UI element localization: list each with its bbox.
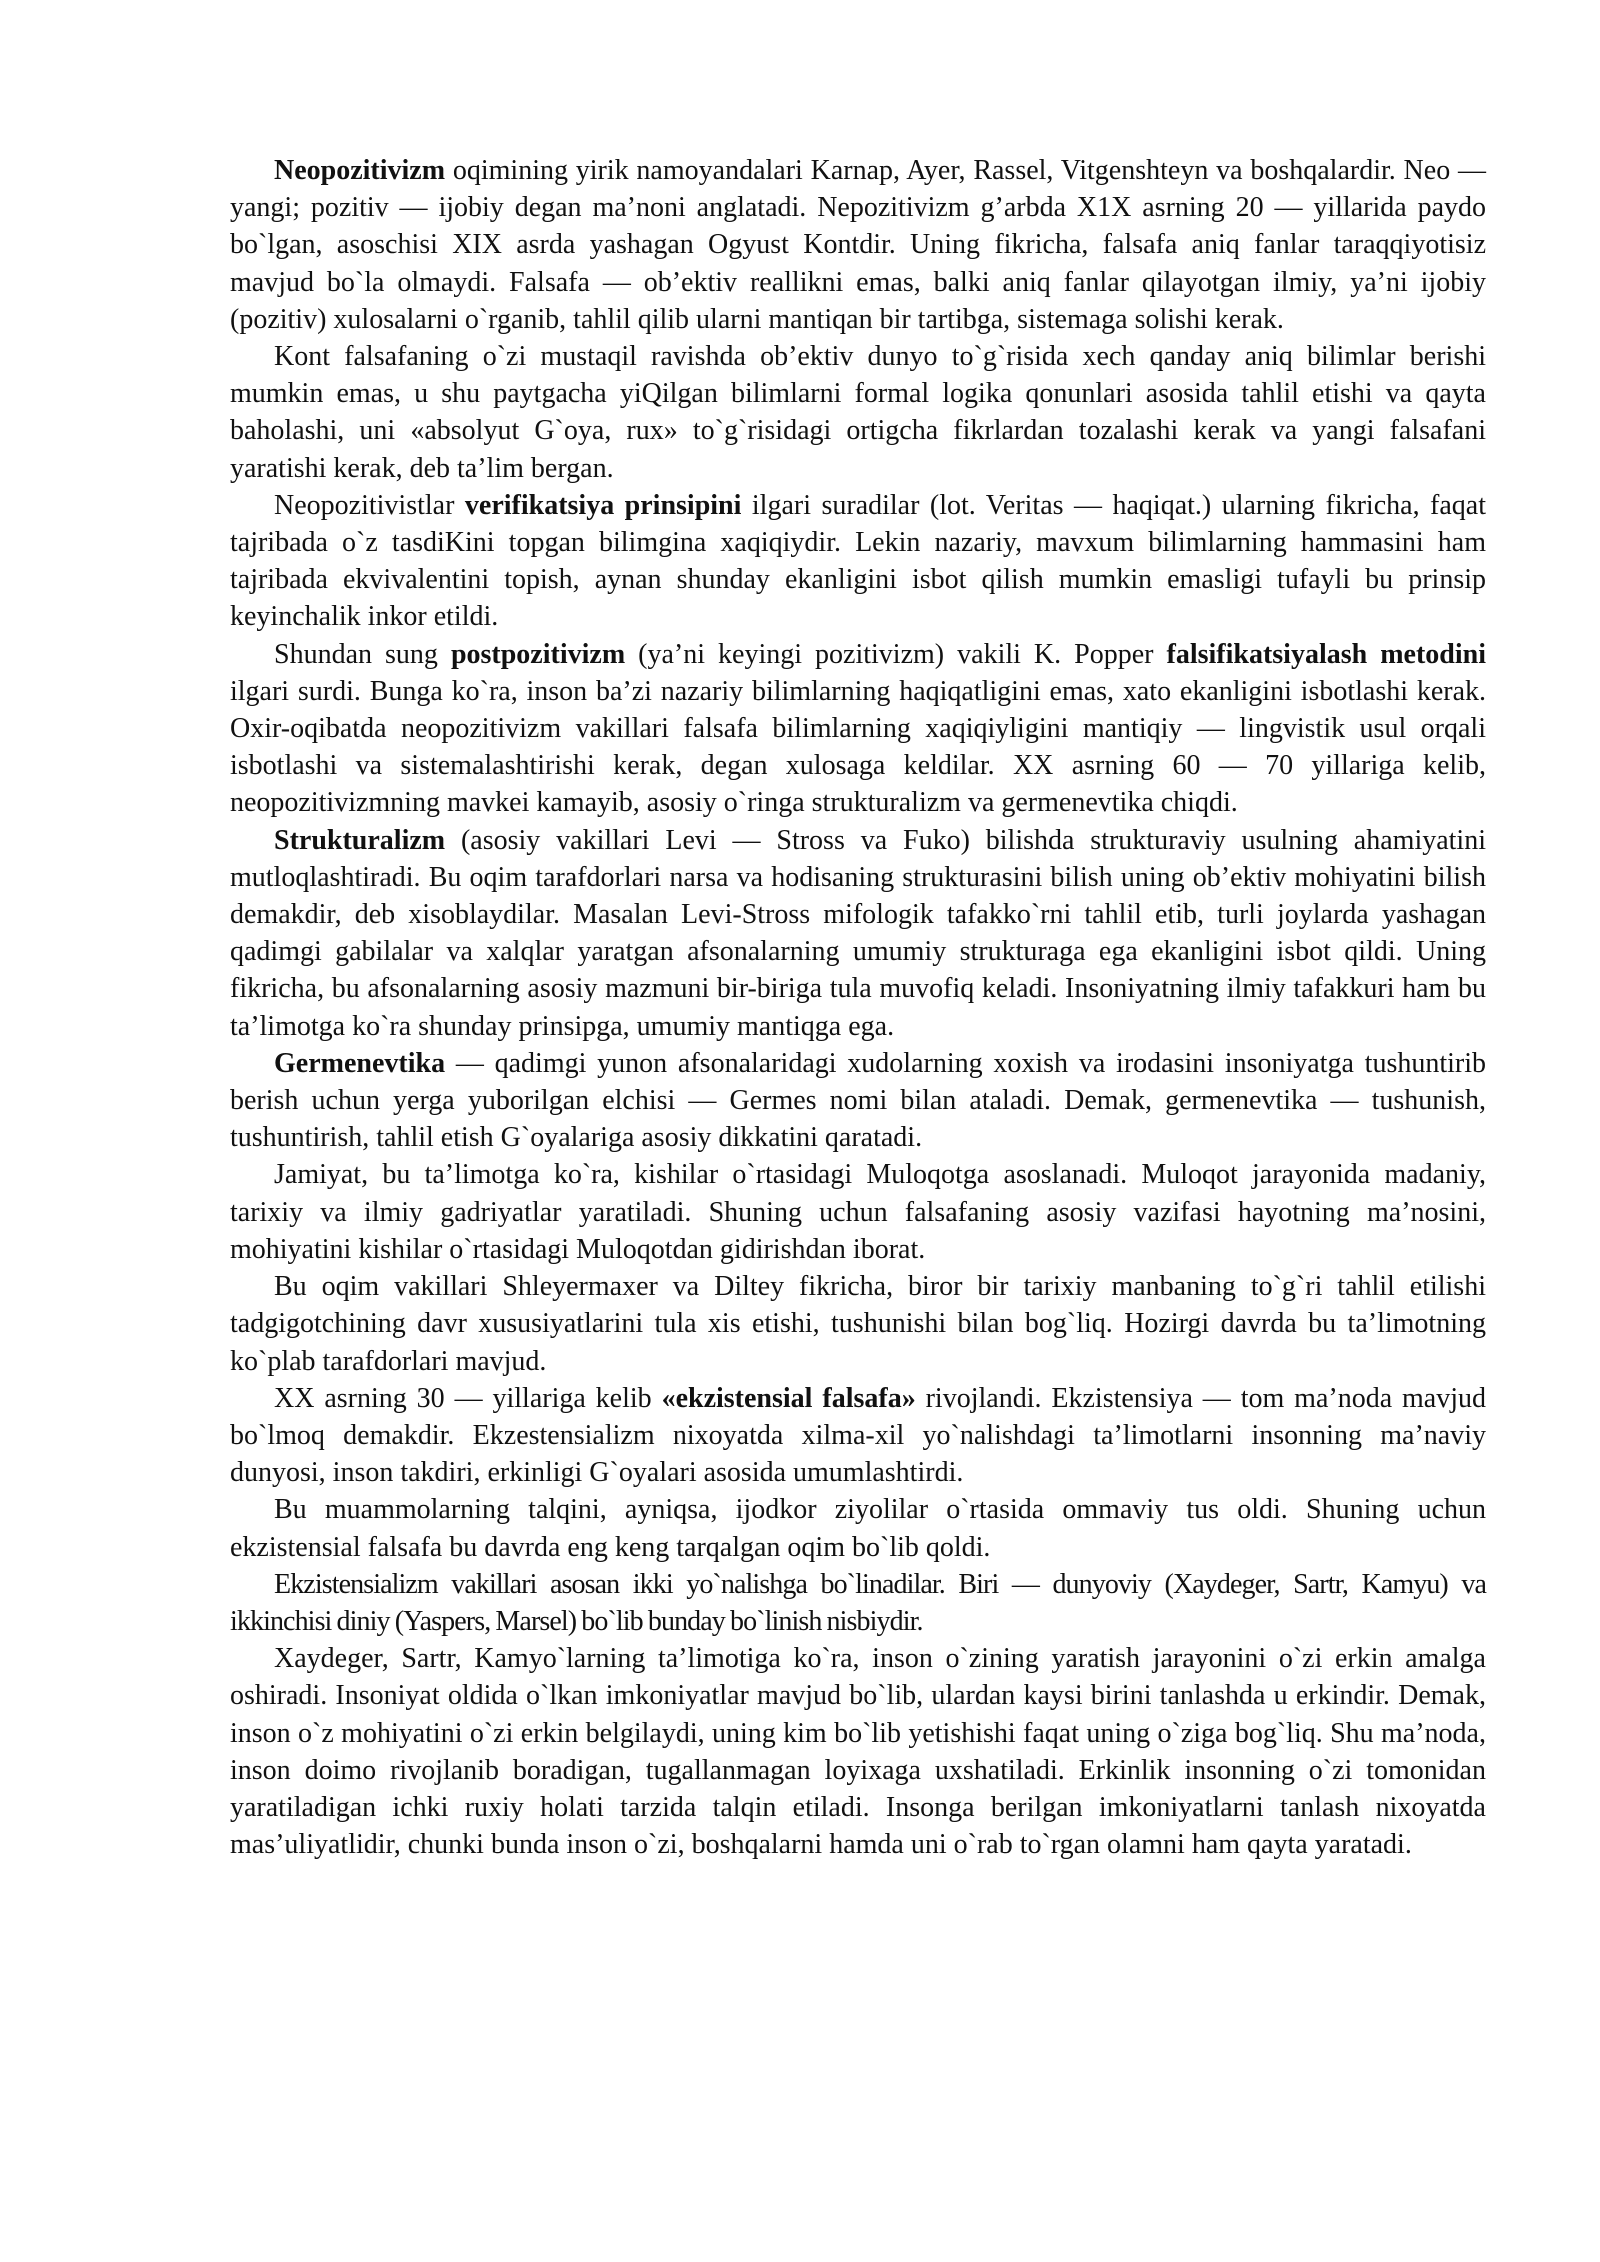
term-ekzistensial-falsafa: «ekzistensial falsafa» — [661, 1382, 916, 1414]
paragraph-muammolar — [230, 1491, 1486, 1565]
paragraph-text: (ya’ni keyingi pozitivizm) vakili K. Popper — [625, 638, 1167, 670]
paragraph-strukturalizm — [230, 822, 1486, 1045]
paragraph-kont — [230, 338, 1486, 487]
paragraph-text: rivojlandi. Ekzistensiya — tom ma’noda mavjud bo`lmoq demakdir. Ekzestensializm nixoyatda xilma-xil yo`nalishdagi ta’limotlarni insonning ma’naviy dunyosi, inson takdiri, erkinligi G`oyalari asosida umumlashtirdi. — [230, 1382, 1487, 1489]
paragraph-text: ilgari suradilar (lot. Veritas — haqiqat.) ularning fikricha, faqat tajribada o`z tasdiKini topgan bilimgina xaqiqiydir. Lekin nazariy, mavxum bilimlarning hammasini ham tajribada ekvivalentini topish, aynan shunday ekanligini isbot qilish mumkin emasligi tufayli bu prinsip keyinchalik inkor etildi. — [230, 489, 1487, 633]
paragraph-verifikatsiya — [230, 487, 1486, 636]
paragraph-text: Ekzistensializm vakillari asosan ikki yo`nalishga bo`linadilar. Biri — dunyoviy (Xaydeger, Sartr, Kamyu) va ikkinchisi diniy (Yaspers, Marsel) bo`lib bunday bo`linish nisbiydir. — [230, 1568, 1486, 1637]
term-neopozitivizm: Neopozitivizm — [274, 155, 446, 186]
paragraph-germenevtika — [230, 1045, 1486, 1157]
paragraph-text: Shundan sung — [274, 638, 451, 670]
term-verifikatsiya-prinsipi: verifikatsiya prinsipini — [464, 489, 742, 521]
paragraph-text: ilgari surdi. Bunga ko`ra, inson ba’zi nazariy bilimlarning haqiqatligini emas, xato ekanligini isbotlashi kerak. Oxir-oqibatda neopozitivizm vakillari falsafa bilimlarning xaqiqiyligini mantiqiy — lingvistik usul orqali isbotlashi va sistemalashtirishi kerak, degan xulosaga keldilar. XX asrning 60 — 70 yillariga kelib, neopozitivizmning mavkei kamayib, asosiy o`ringa strukturalizm va germenevtika chiqdi. — [230, 675, 1486, 819]
term-strukturalizm: Strukturalizm — [274, 824, 446, 856]
term-postpozitivizm: postpozitivizm — [450, 638, 626, 670]
paragraph-shleyermaxer — [230, 1268, 1486, 1380]
paragraph-text: oqimining yirik namoyandalari Karnap, Ayer, Rassel, Vitgenshteyn va boshqalardir. Neo — yangi; pozitiv — ijobiy degan ma’noni anglatadi. Nepozitivizm g’arbda X1X asrning 20 — yillarida paydo bo`lgan, asoschisi XIX asrda yashagan Ogyust Kontdir. Uning fikricha, falsafa aniq fanlar taraqqiyotisiz mavjud bo`la olmaydi. Falsafa — ob’ektiv reallikni emas, balki aniq fanlar qilayotgan ilmiy, ya’ni ijobiy (pozitiv) xulosalarni o`rganib, tahlil qilib ularni mantiqan bir tartibga, sistemaga solishi kerak. — [230, 155, 1486, 335]
paragraph-postpozitivizm — [230, 636, 1486, 822]
term-falsifikatsiyalash-metodi: falsifikatsiyalash metodini — [1166, 638, 1486, 670]
document-page — [230, 152, 1486, 1863]
paragraph-xaydeger — [230, 1640, 1486, 1863]
paragraph-text: Jamiyat, bu ta’limotga ko`ra, kishilar o`rtasidagi Muloqotga asoslanadi. Muloqot jarayonida madaniy, tarixiy va ilmiy gadriyatlar yaratiladi. Shuning uchun falsafaning asosiy vazifasi hayotning ma’nosini, mohiyatini kishilar o`rtasidagi Muloqotdan gidirishdan iborat. — [230, 1159, 1486, 1265]
paragraph-text: Bu muammolarning talqini, ayniqsa, ijodkor ziyolilar o`rtasida ommaviy tus oldi. Shuning uchun ekzistensial falsafa bu davrda eng keng tarqalgan oqim bo`lib qoldi. — [230, 1494, 1486, 1563]
paragraph-text: Kont falsafaning o`zi mustaqil ravishda ob’ektiv dunyo to`g`risida xech qanday aniq bilimlar berishi mumkin emas, u shu paytgacha yiQilgan bilimlarni formal logika qonunlari asosida tahlil etishi va qayta baholashi, uni «absolyut G`oya, rux» to`g`risidagi ortigcha fikrlardan tozalashi kerak va yangi falsafani yaratishi kerak, deb ta’lim bergan. — [230, 341, 1486, 484]
paragraph-text: Bu oqim vakillari Shleyermaxer va Diltey fikricha, biror bir tarixiy manbaning to`g`ri tahlil etilishi tadgigotchining davr xususiyatlarini tula xis etishi, tushunishi bilan bog`liq. Hozirgi davrda bu ta’limotning ko`plab tarafdorlari mavjud. — [230, 1271, 1486, 1377]
paragraph-text: (asosiy vakillari Levi — Stross va Fuko) bilishda strukturaviy usulning ahamiyatini mutloqlashtiradi. Bu oqim tarafdorlari narsa va hodisaning strukturasini bilish uning ob’ektiv mohiyatini bilish demakdir, deb xisoblaydilar. Masalan Levi-Stross mifologik tafakko`rni tahlil etib, turli joylarda yashagan qadimgi gabilalar va xalqlar yaratgan afsonalarning umumiy strukturaga ega ekanligini isbot qildi. Uning fikricha, bu afsonalarning asosiy mazmuni bir-biriga tula muvofiq keladi. Insoniyatning ilmiy tafakkuri ham bu ta’limotga ko`ra shunday prinsipga, umumiy mantiqga ega. — [230, 824, 1486, 1042]
paragraph-vakillar — [230, 1566, 1486, 1640]
paragraph-ekzistensial — [230, 1380, 1486, 1492]
paragraph-text: — qadimgi yunon afsonalaridagi xudolarning xoxish va irodasini insoniyatga tushuntirib berish uchun yerga yuborilgan elchisi — Germes nomi bilan ataladi. Demak, germenevtika — tushunish, tushuntirish, tahlil etish G`oyalariga asosiy dikkatini qaratadi. — [230, 1047, 1486, 1154]
paragraph-neopozitivizm — [230, 152, 1486, 338]
paragraph-text: XX asrning 30 — yillariga kelib — [274, 1382, 662, 1414]
term-germenevtika: Germenevtika — [274, 1047, 446, 1079]
paragraph-text: Xaydeger, Sartr, Kamyo`larning ta’limotiga ko`ra, inson o`zining yaratish jarayonini o`zi erkin amalga oshiradi. Insoniyat oldida o`lkan imkoniyatlar mavjud bo`lib, ulardan kaysi birini tanlashda u erkindir. Demak, inson o`z mohiyatini o`zi erkin belgilaydi, uning kim bo`lib yetishishi faqat uning o`ziga bog`liq. Shu ma’noda, inson doimo rivojlanib boradigan, tugallanmagan loyixaga uxshatiladi. Erkinlik insonning o`zi tomonidan yaratiladigan ichki ruxiy holati tarzida talqin etiladi. Insonga berilgan imkoniyatlarni tanlash nixoyatda mas’uliyatlidir, chunki bunda inson o`zi, boshqalarni hamda uni o`rab to`rgan olamni ham qayta yaratadi. — [230, 1643, 1486, 1861]
paragraph-text: Neopozitivistlar — [274, 489, 465, 521]
paragraph-jamiyat — [230, 1156, 1486, 1268]
